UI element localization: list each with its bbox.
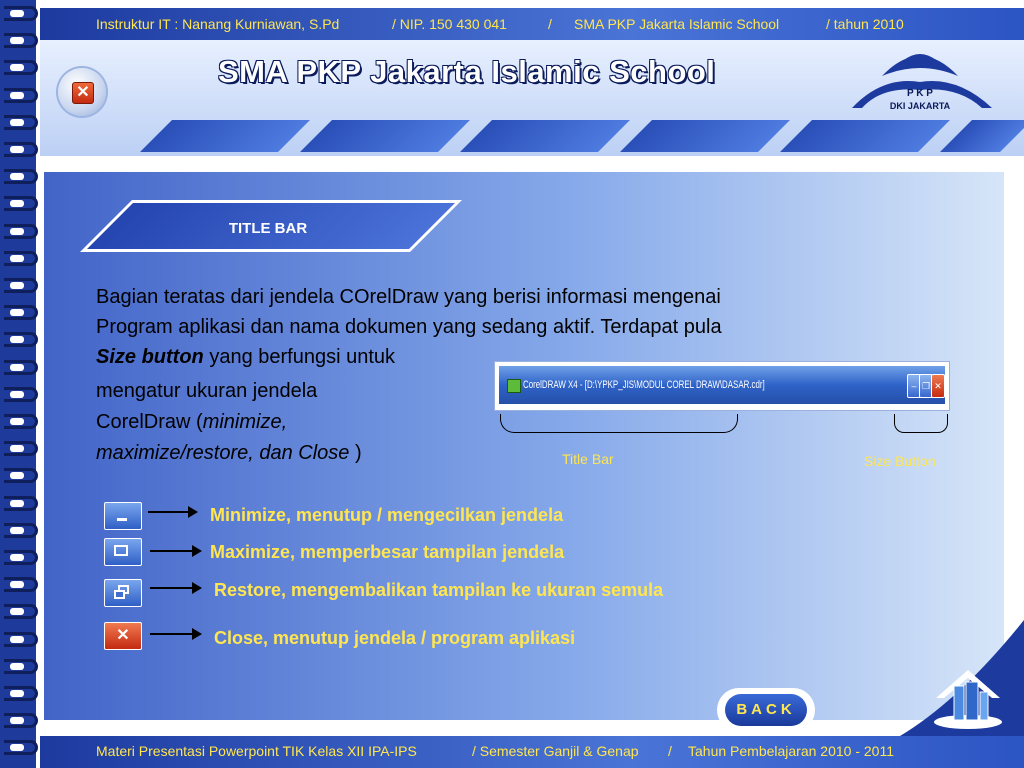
legend-restore-text: Restore, mengembalikan tampilan ke ukuran semula xyxy=(214,580,664,600)
decorative-stripes xyxy=(120,120,1024,154)
binding-ring xyxy=(4,6,38,21)
legend-arrow xyxy=(150,587,200,589)
binding-ring xyxy=(4,60,38,75)
size-button-brace xyxy=(894,414,948,433)
footer-semester-text: / Semester Ganjil & Genap xyxy=(472,743,639,759)
binding-ring xyxy=(4,224,38,239)
footer-course-text: Materi Presentasi Powerpoint TIK Kelas XII IPA-IPS xyxy=(96,743,417,759)
binding-ring xyxy=(4,278,38,293)
binding-ring xyxy=(4,550,38,565)
description-line-6-italic: maximize/restore, dan Close xyxy=(96,442,350,464)
description-line-5-italic: minimize, xyxy=(202,411,288,433)
size-button-term: Size button xyxy=(96,346,204,368)
binding-ring xyxy=(4,713,38,728)
legend-arrow xyxy=(150,550,200,552)
description-line-3-rest: yang berfungsi untuk xyxy=(203,346,396,368)
minimize-icon xyxy=(104,502,142,530)
section-title-banner xyxy=(88,200,438,252)
binding-ring xyxy=(4,33,38,48)
description-line-3 xyxy=(96,346,395,369)
close-icon: ✕ xyxy=(72,82,94,104)
close-icon: ✕ xyxy=(104,622,142,650)
footer-bar xyxy=(40,736,1024,768)
footer-separator: / xyxy=(668,743,672,759)
binding-ring xyxy=(4,115,38,130)
binding-ring xyxy=(4,142,38,157)
instructor-text: Instruktur IT : Nanang Kurniawan, S.Pd xyxy=(96,16,340,32)
year-text: / tahun 2010 xyxy=(826,16,904,32)
nip-text: / NIP. 150 430 041 xyxy=(392,16,507,32)
binding-ring xyxy=(4,604,38,619)
binding-ring xyxy=(4,414,38,429)
binding-ring xyxy=(4,523,38,538)
binding-ring xyxy=(4,360,38,375)
page-title: SMA PKP Jakarta Islamic School xyxy=(218,54,716,89)
titlebar-caption: CorelDRAW X4 - [D:\YPKP_JIS\MODUL COREL DRAW\DASAR.cdr] xyxy=(523,379,765,391)
back-button[interactable] xyxy=(717,688,815,732)
binding-ring xyxy=(4,686,38,701)
school-name-text: SMA PKP Jakarta Islamic School xyxy=(574,16,780,32)
binding-ring xyxy=(4,332,38,347)
binding-ring xyxy=(4,305,38,320)
school-logo xyxy=(842,46,998,112)
spiral-binding xyxy=(0,0,40,768)
close-slide-button[interactable] xyxy=(58,68,106,116)
example-restore-button: ❐ xyxy=(919,374,933,398)
legend-arrow xyxy=(150,633,200,635)
description-line-1: Bagian teratas dari jendela COrelDraw yang berisi informasi mengenai xyxy=(96,286,721,308)
description-line-5 xyxy=(96,411,287,434)
binding-ring xyxy=(4,659,38,674)
binding-ring xyxy=(4,468,38,483)
binding-ring xyxy=(4,251,38,266)
coreldraw-app-icon xyxy=(507,379,521,393)
legend-close-text: Close, menutup jendela / program aplikasi xyxy=(214,628,576,648)
description-line-2: Program aplikasi dan nama dokumen yang sedang aktif. Terdapat pula xyxy=(96,316,722,338)
example-minimize-button: – xyxy=(907,374,921,398)
binding-ring xyxy=(4,632,38,647)
maximize-icon xyxy=(104,538,142,566)
header-separator: / xyxy=(548,16,552,32)
binding-ring xyxy=(4,196,38,211)
logo-text-bottom: DKI JAKARTA xyxy=(889,101,951,111)
binding-ring xyxy=(4,441,38,456)
example-close-button: ✕ xyxy=(931,374,945,398)
binding-ring xyxy=(4,88,38,103)
description-line-6 xyxy=(96,442,362,465)
logo-text-top: P K P xyxy=(907,88,933,99)
restore-icon xyxy=(104,579,142,607)
legend-maximize-text: Maximize, memperbesar tampilan jendela xyxy=(210,542,565,562)
description-line-5-text: CorelDraw ( xyxy=(96,411,203,433)
size-button-label: Size Button xyxy=(864,453,936,469)
title-bar-label: Title Bar xyxy=(562,451,614,467)
title-bar-brace xyxy=(500,414,738,433)
legend-minimize-text: Minimize, menutup / mengecilkan jendela xyxy=(210,505,564,525)
binding-ring xyxy=(4,169,38,184)
legend-arrow xyxy=(148,511,196,513)
back-button-label: BACK xyxy=(725,694,807,726)
binding-ring xyxy=(4,496,38,511)
description-line-6-text: ) xyxy=(349,442,362,464)
home-icon[interactable] xyxy=(930,664,1006,730)
binding-ring xyxy=(4,387,38,402)
section-title: TITLE BAR xyxy=(228,220,308,237)
description-line-4: mengatur ukuran jendela xyxy=(96,380,318,402)
footer-year-text: Tahun Pembelajaran 2010 - 2011 xyxy=(688,743,895,759)
header-info-bar xyxy=(40,8,1024,40)
binding-ring xyxy=(4,740,38,755)
titlebar-example xyxy=(494,361,950,411)
binding-ring xyxy=(4,577,38,592)
